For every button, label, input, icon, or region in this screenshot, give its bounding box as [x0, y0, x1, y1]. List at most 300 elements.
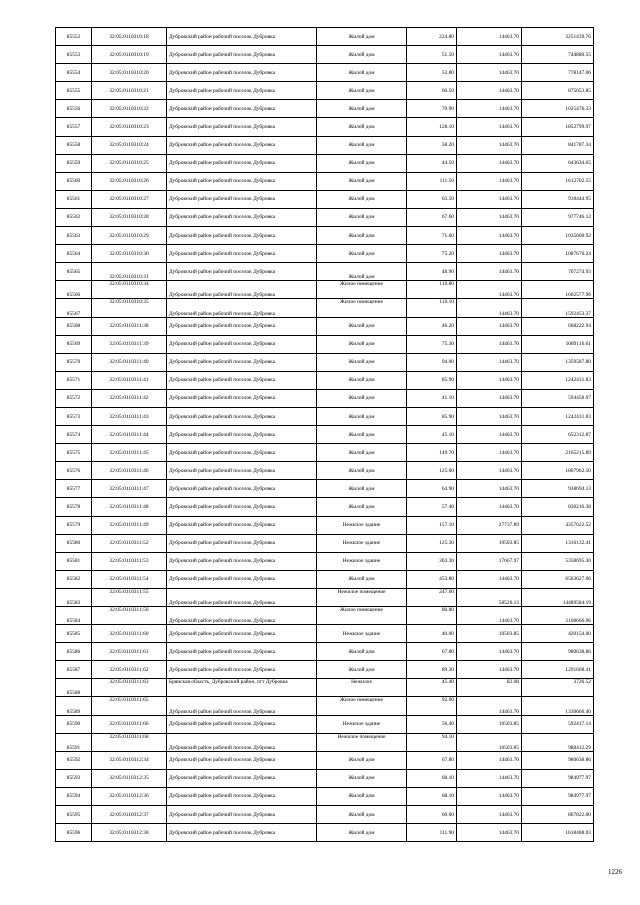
row-number-cell: 85577: [56, 480, 92, 498]
object-type-cell: Жилой дом: [317, 317, 407, 335]
table-row: [56, 172, 594, 190]
table-row: [56, 552, 594, 570]
object-type-cell: Жилой дом: [317, 806, 407, 824]
table-row: [56, 317, 594, 335]
cadastral-number-cell: 32:05:0110310:18: [92, 28, 167, 46]
table-row: [56, 64, 594, 82]
area-cell: 56.40: [407, 715, 457, 733]
area-cell: 63.50: [407, 190, 457, 208]
address-cell: Дубровский район рабочий поселок Дубровка: [167, 697, 317, 715]
cadastral-number-cell: 32:05:0110311:44: [92, 426, 167, 444]
cadastral-number-cell: 32:05:0110311:62: [92, 661, 167, 679]
address-cell: Дубровский район рабочий поселок Дубровка: [167, 154, 317, 172]
area-cell: 149.70: [407, 444, 457, 462]
object-type-cell: Жилой дом: [317, 190, 407, 208]
address-cell: Дубровский район рабочий поселок Дубровка: [167, 625, 317, 643]
row-number-cell: 85587: [56, 661, 92, 679]
table-row: [56, 715, 594, 733]
object-type-cell: Жилой дом: [317, 118, 407, 136]
cadastral-number-cell: 32:05:0110312:38: [92, 824, 167, 842]
table-row: [56, 607, 594, 625]
area-cell: 40.00: [407, 625, 457, 643]
cadastral-number-cell: 32:05:0110311:47: [92, 480, 167, 498]
unit-value-cell: 10503.85: [457, 534, 522, 552]
row-number-cell: 85561: [56, 190, 92, 208]
object-type-cell: Жилой дом: [317, 444, 407, 462]
object-type-cell: Жилой дом: [317, 64, 407, 82]
unit-value-cell: 10503.85: [457, 715, 522, 733]
unit-value-cell: 14463.70: [457, 389, 522, 407]
row-number-cell: 85593: [56, 769, 92, 787]
table-row: [56, 769, 594, 787]
cadastral-number-cell: 32:05:0110310:34: [92, 281, 167, 299]
address-cell: Дубровский район рабочий поселок Дубровка: [167, 733, 317, 751]
address-cell: Брянская область, Дубровский район, пгт Дубровка: [167, 679, 317, 697]
table-row: [56, 389, 594, 407]
area-cell: 58.20: [407, 136, 457, 154]
address-cell: Дубровский район рабочий поселок Дубровка: [167, 715, 317, 733]
table-row: [56, 28, 594, 46]
cadastral-number-cell: 32:05:0110311:61: [92, 643, 167, 661]
object-type-cell: Нежилое здание: [317, 516, 407, 534]
area-cell: 85.90: [407, 407, 457, 425]
unit-value-cell: 82.08: [457, 679, 522, 697]
cadastral-value-cell: 14489584.19: [522, 588, 594, 606]
unit-value-cell: 14463.70: [457, 444, 522, 462]
unit-value-cell: 14463.70: [457, 335, 522, 353]
area-cell: 68.10: [407, 787, 457, 805]
object-type-cell: Жилой дом: [317, 154, 407, 172]
cadastral-value-cell: 668222.94: [522, 317, 594, 335]
row-number-cell: 85588: [56, 679, 92, 697]
unit-value-cell: 14463.70: [457, 190, 522, 208]
object-type-cell: Нежилое здание: [317, 552, 407, 570]
cadastral-value-cell: 592417.14: [522, 715, 594, 733]
area-cell: 46.20: [407, 317, 457, 335]
address-cell: Дубровский район рабочий поселок Дубровка: [167, 190, 317, 208]
unit-value-cell: 14463.70: [457, 607, 522, 625]
unit-value-cell: 10503.85: [457, 625, 522, 643]
cadastral-value-cell: 988412.29: [522, 733, 594, 751]
object-type-cell: Жилой дом: [317, 389, 407, 407]
row-number-cell: 85580: [56, 534, 92, 552]
object-type-cell: Жилое помещение: [317, 697, 407, 715]
area-cell: 48.90: [407, 263, 457, 281]
cadastral-value-cell: 1602577.96: [522, 281, 594, 299]
cadastral-number-cell: 32:05:0110312:35: [92, 769, 167, 787]
object-type-cell: Жилой дом: [317, 462, 407, 480]
unit-value-cell: 14463.70: [457, 28, 522, 46]
cadastral-number-cell: 32:05:0110310:30: [92, 245, 167, 263]
cadastral-value-cell: 1242431.83: [522, 371, 594, 389]
unit-value-cell: 14463.70: [457, 208, 522, 226]
cadastral-value-cell: 977746.12: [522, 208, 594, 226]
cadastral-number-cell: 32:05:0110310:21: [92, 82, 167, 100]
unit-value-cell: 14463.70: [457, 100, 522, 118]
area-cell: 110.80: [407, 281, 457, 299]
table-row: [56, 751, 594, 769]
table-row: [56, 371, 594, 389]
row-number-cell: 85559: [56, 154, 92, 172]
table-row: [56, 534, 594, 552]
cadastral-number-cell: 32:05:0110311:54: [92, 570, 167, 588]
cadastral-number-cell: 32:05:0110310:29: [92, 227, 167, 245]
table-row: [56, 661, 594, 679]
table-row: [56, 208, 594, 226]
row-number-cell: 85573: [56, 407, 92, 425]
row-number-cell: 85584: [56, 607, 92, 625]
cadastral-value-cell: 3726.52: [522, 679, 594, 697]
address-cell: Дубровский район рабочий поселок Дубровка: [167, 100, 317, 118]
unit-value-cell: 14463.70: [457, 46, 522, 64]
cadastral-number-cell: 32:05:0110311:68: [92, 733, 167, 751]
object-type-cell: Жилой дом: [317, 570, 407, 588]
table-row: [56, 498, 594, 516]
cadastral-value-cell: 984977.97: [522, 787, 594, 805]
object-type-cell: Жилой дом: [317, 769, 407, 787]
address-cell: Дубровский район рабочий поселок Дубровка: [167, 462, 317, 480]
address-cell: Дубровский район рабочий поселок Дубровка: [167, 118, 317, 136]
area-cell: 125.30: [407, 534, 457, 552]
address-cell: Дубровский район рабочий поселок Дубровка: [167, 516, 317, 534]
object-type-cell: Жилой дом: [317, 353, 407, 371]
object-type-cell: Жилой дом: [317, 172, 407, 190]
object-type-cell: Жилой дом: [317, 245, 407, 263]
object-type-cell: Жилой дом: [317, 227, 407, 245]
cadastral-value-cell: 594458.07: [522, 389, 594, 407]
table-row: [56, 245, 594, 263]
cadastral-value-cell: 980638.86: [522, 643, 594, 661]
address-cell: Дубровский район рабочий поселок Дубровка: [167, 28, 317, 46]
address-cell: Дубровский район рабочий поселок Дубровка: [167, 64, 317, 82]
row-number-cell: 85555: [56, 82, 92, 100]
unit-value-cell: 14463.70: [457, 154, 522, 172]
row-number-cell: 85564: [56, 245, 92, 263]
unit-value-cell: 14463.70: [457, 806, 522, 824]
cadastral-number-cell: 32:05:0110311:46: [92, 462, 167, 480]
row-number-cell: 85567: [56, 299, 92, 317]
address-cell: Дубровский район рабочий поселок Дубровка: [167, 317, 317, 335]
unit-value-cell: 14463.70: [457, 480, 522, 498]
cadastral-value-cell: 984977.97: [522, 769, 594, 787]
row-number-cell: 85568: [56, 317, 92, 335]
area-cell: 45.10: [407, 426, 457, 444]
cadastral-value-cell: 2165215.89: [522, 444, 594, 462]
table-row: [56, 118, 594, 136]
table-row: [56, 787, 594, 805]
address-cell: Дубровский район рабочий поселок Дубровка: [167, 751, 317, 769]
row-number-cell: 85596: [56, 824, 92, 842]
area-cell: 80.80: [407, 607, 457, 625]
object-type-cell: Жилой дом: [317, 426, 407, 444]
address-cell: Дубровский район рабочий поселок Дубровка: [167, 588, 317, 606]
area-cell: 60.50: [407, 82, 457, 100]
address-cell: Дубровский район рабочий поселок Дубровка: [167, 769, 317, 787]
cadastral-number-cell: 32:05:0110311:42: [92, 389, 167, 407]
unit-value-cell: 14463.70: [457, 769, 522, 787]
table-row: [56, 100, 594, 118]
object-type-cell: Жилое помещение: [317, 607, 407, 625]
unit-value-cell: 14463.70: [457, 317, 522, 335]
table-row: [56, 426, 594, 444]
area-cell: 75.20: [407, 245, 457, 263]
address-cell: Дубровский район рабочий поселок Дубровка: [167, 172, 317, 190]
row-number-cell: 85566: [56, 281, 92, 299]
cadastral-value-cell: 6563627.06: [522, 570, 594, 588]
table-row: [56, 806, 594, 824]
unit-value-cell: 14463.70: [457, 299, 522, 317]
address-cell: Дубровский район рабочий поселок Дубровка: [167, 281, 317, 299]
cadastral-value-cell: 1316132.41: [522, 534, 594, 552]
row-number-cell: 85554: [56, 64, 92, 82]
row-number-cell: 85576: [56, 462, 92, 480]
area-cell: 64.90: [407, 480, 457, 498]
cadastral-number-cell: 32:05:0110310:20: [92, 64, 167, 82]
cadastral-value-cell: 1592453.37: [522, 299, 594, 317]
table-row: [56, 697, 594, 715]
cadastral-number-cell: 32:05:0110311:49: [92, 516, 167, 534]
address-cell: Дубровский район рабочий поселок Дубровка: [167, 806, 317, 824]
cadastral-number-cell: 32:05:0110312:34: [92, 751, 167, 769]
cadastral-number-cell: 32:05:0110311:60: [92, 625, 167, 643]
row-number-cell: 85589: [56, 697, 92, 715]
object-type-cell: Жилой дом: [317, 335, 407, 353]
cadastral-value-cell: 1168666.96: [522, 607, 594, 625]
unit-value-cell: 14463.70: [457, 227, 522, 245]
row-number-cell: 85557: [56, 118, 92, 136]
unit-value-cell: 14463.70: [457, 661, 522, 679]
row-number-cell: 85594: [56, 787, 92, 805]
cadastral-number-cell: 32:05:0110310:24: [92, 136, 167, 154]
object-type-cell: Жилой дом: [317, 661, 407, 679]
register-table-body: [56, 28, 594, 842]
address-cell: Дубровский район рабочий поселок Дубровка: [167, 46, 317, 64]
table-row: [56, 570, 594, 588]
cadastral-value-cell: 867822.00: [522, 806, 594, 824]
row-number-cell: 85578: [56, 498, 92, 516]
cadastral-value-cell: 1612702.55: [522, 172, 594, 190]
address-cell: Дубровский район рабочий поселок Дубровка: [167, 371, 317, 389]
object-type-cell: Жилое помещение: [317, 299, 407, 317]
unit-value-cell: 14463.70: [457, 353, 522, 371]
row-number-cell: 85595: [56, 806, 92, 824]
unit-value-cell: 17667.97: [457, 552, 522, 570]
table-row: [56, 462, 594, 480]
address-cell: Дубровский район рабочий поселок Дубровка: [167, 426, 317, 444]
area-cell: 111.50: [407, 172, 457, 190]
object-type-cell: Жилой дом: [317, 208, 407, 226]
unit-value-cell: 14463.70: [457, 697, 522, 715]
object-type-cell: Жилой дом: [317, 498, 407, 516]
address-cell: Дубровский район рабочий поселок Дубровка: [167, 787, 317, 805]
cadastral-value-cell: 3251439.76: [522, 28, 594, 46]
address-cell: Дубровский район рабочий поселок Дубровка: [167, 643, 317, 661]
address-cell: Дубровский район рабочий поселок Дубровка: [167, 353, 317, 371]
cadastral-number-cell: 32:05:0110311:45: [92, 444, 167, 462]
row-number-cell: 85565: [56, 263, 92, 281]
area-cell: 67.60: [407, 208, 457, 226]
cadastral-value-cell: 707274.93: [522, 263, 594, 281]
cadastral-number-cell: 32:05:0110311:65: [92, 697, 167, 715]
unit-value-cell: 14463.70: [457, 787, 522, 805]
object-type-cell: Нежилое помещение: [317, 588, 407, 606]
unit-value-cell: 14463.70: [457, 462, 522, 480]
address-cell: Дубровский район рабочий поселок Дубровка: [167, 299, 317, 317]
row-number-cell: 85586: [56, 643, 92, 661]
cadastral-number-cell: 32:05:0110312:36: [92, 787, 167, 805]
object-type-cell: Нежилое здание: [317, 625, 407, 643]
area-cell: 111.90: [407, 824, 457, 842]
object-type-cell: Жилой дом: [317, 480, 407, 498]
row-number-cell: 85582: [56, 570, 92, 588]
cadastral-number-cell: 32:05:0110310:35: [92, 299, 167, 317]
object-type-cell: Жилой дом: [317, 751, 407, 769]
object-type-cell: Жилой дом: [317, 407, 407, 425]
area-cell: 125.00: [407, 462, 457, 480]
area-cell: 67.80: [407, 643, 457, 661]
table-row: [56, 281, 594, 299]
cadastral-number-cell: 32:05:0110310:31: [92, 263, 167, 281]
address-cell: Дубровский район рабочий поселок Дубровка: [167, 407, 317, 425]
cadastral-value-cell: 1291608.41: [522, 661, 594, 679]
unit-value-cell: 14463.70: [457, 281, 522, 299]
cadastral-value-cell: 1359587.80: [522, 353, 594, 371]
unit-value-cell: 10503.85: [457, 733, 522, 751]
unit-value-cell: 14463.70: [457, 643, 522, 661]
area-cell: 157.10: [407, 516, 457, 534]
cadastral-value-cell: 875053.85: [522, 82, 594, 100]
area-cell: 70.90: [407, 100, 457, 118]
row-number-cell: 85581: [56, 552, 92, 570]
area-cell: 51.50: [407, 46, 457, 64]
area-cell: 94.10: [407, 733, 457, 751]
row-number-cell: 85570: [56, 353, 92, 371]
table-row: [56, 679, 594, 697]
area-cell: 67.80: [407, 751, 457, 769]
table-row: [56, 263, 594, 281]
row-number-cell: 85569: [56, 335, 92, 353]
cadastral-number-cell: 32:05:0110310:25: [92, 154, 167, 172]
row-number-cell: 85591: [56, 733, 92, 751]
table-row: [56, 154, 594, 172]
cadastral-number-cell: 32:05:0110312:37: [92, 806, 167, 824]
cadastral-number-cell: 32:05:0110310:19: [92, 46, 167, 64]
area-cell: 75.30: [407, 335, 457, 353]
cadastral-number-cell: 32:05:0110311:52: [92, 534, 167, 552]
object-type-cell: Жилой дом: [317, 136, 407, 154]
row-number-cell: 85562: [56, 208, 92, 226]
object-type-cell: Жилой дом: [317, 82, 407, 100]
address-cell: Дубровский район рабочий поселок Дубровка: [167, 661, 317, 679]
area-cell: 85.90: [407, 371, 457, 389]
row-number-cell: 85575: [56, 444, 92, 462]
cadastral-number-cell: 32:05:0110311:40: [92, 353, 167, 371]
cadastral-value-cell: 980638.86: [522, 751, 594, 769]
cadastral-value-cell: 652312.87: [522, 426, 594, 444]
row-number-cell: 85572: [56, 389, 92, 407]
cadastral-value-cell: 830216.38: [522, 498, 594, 516]
cadastral-value-cell: 1852799.97: [522, 118, 594, 136]
table-row: [56, 625, 594, 643]
object-type-cell: Жилой дом: [317, 263, 407, 281]
area-cell: 247.60: [407, 588, 457, 606]
object-type-cell: Нежилое здание: [317, 715, 407, 733]
object-type-cell: Жилой дом: [317, 46, 407, 64]
area-cell: 128.10: [407, 118, 457, 136]
table-row: [56, 227, 594, 245]
table-row: [56, 733, 594, 751]
unit-value-cell: 14463.70: [457, 824, 522, 842]
cadastral-value-cell: 841787.34: [522, 136, 594, 154]
unit-value-cell: 14463.70: [457, 371, 522, 389]
object-type-cell: Жилой дом: [317, 28, 407, 46]
unit-value-cell: 14463.70: [457, 64, 522, 82]
row-number-cell: 85553: [56, 46, 92, 64]
table-row: [56, 299, 594, 317]
cadastral-value-cell: 4357622.52: [522, 516, 594, 534]
table-row: [56, 190, 594, 208]
row-number-cell: 85592: [56, 751, 92, 769]
cadastral-value-cell: 1087670.24: [522, 245, 594, 263]
object-type-cell: Жилой дом: [317, 100, 407, 118]
object-type-cell: Жилой дом: [317, 371, 407, 389]
row-number-cell: 85590: [56, 715, 92, 733]
cadastral-value-cell: 1025476.33: [522, 100, 594, 118]
area-cell: 41.10: [407, 389, 457, 407]
row-number-cell: 85560: [56, 172, 92, 190]
address-cell: Дубровский район рабочий поселок Дубровка: [167, 824, 317, 842]
area-cell: 68.10: [407, 769, 457, 787]
area-cell: 60.00: [407, 806, 457, 824]
cadastral-number-cell: 32:05:0110311:41: [92, 371, 167, 389]
table-row: [56, 136, 594, 154]
address-cell: Дубровский район рабочий поселок Дубровка: [167, 498, 317, 516]
cadastral-number-cell: 32:05:0110311:63: [92, 679, 167, 697]
object-type-cell: Нежилое здание: [317, 534, 407, 552]
area-cell: 92.00: [407, 697, 457, 715]
unit-value-cell: 27737.89: [457, 516, 522, 534]
row-number-cell: 85585: [56, 625, 92, 643]
table-row: [56, 480, 594, 498]
area-cell: 110.10: [407, 299, 457, 317]
address-cell: Дубровский район рабочий поселок Дубровка: [167, 208, 317, 226]
object-type-cell: Нежилое: [317, 679, 407, 697]
row-number-cell: 85571: [56, 371, 92, 389]
cadastral-number-cell: 32:05:0110310:23: [92, 118, 167, 136]
unit-value-cell: 14463.70: [457, 498, 522, 516]
address-cell: Дубровский район рабочий поселок Дубровка: [167, 335, 317, 353]
table-row: [56, 46, 594, 64]
area-cell: 224.80: [407, 28, 457, 46]
area-cell: 57.40: [407, 498, 457, 516]
unit-value-cell: 14463.70: [457, 570, 522, 588]
address-cell: Дубровский район рабочий поселок Дубровка: [167, 389, 317, 407]
table-row: [56, 643, 594, 661]
object-type-cell: Жилой дом: [317, 824, 407, 842]
cadastral-number-cell: 32:05:0110311:38: [92, 317, 167, 335]
unit-value-cell: 14463.70: [457, 751, 522, 769]
address-cell: Дубровский район рабочий поселок Дубровка: [167, 82, 317, 100]
cadastral-value-cell: 778147.06: [522, 64, 594, 82]
cadastral-value-cell: 420154.00: [522, 625, 594, 643]
object-type-cell: Жилой дом: [317, 787, 407, 805]
address-cell: Дубровский район рабочий поселок Дубровка: [167, 570, 317, 588]
table-row: [56, 407, 594, 425]
cadastral-value-cell: 1035600.92: [522, 227, 594, 245]
table-row: [56, 82, 594, 100]
area-cell: 303.30: [407, 552, 457, 570]
cadastral-value-cell: 643634.65: [522, 154, 594, 172]
